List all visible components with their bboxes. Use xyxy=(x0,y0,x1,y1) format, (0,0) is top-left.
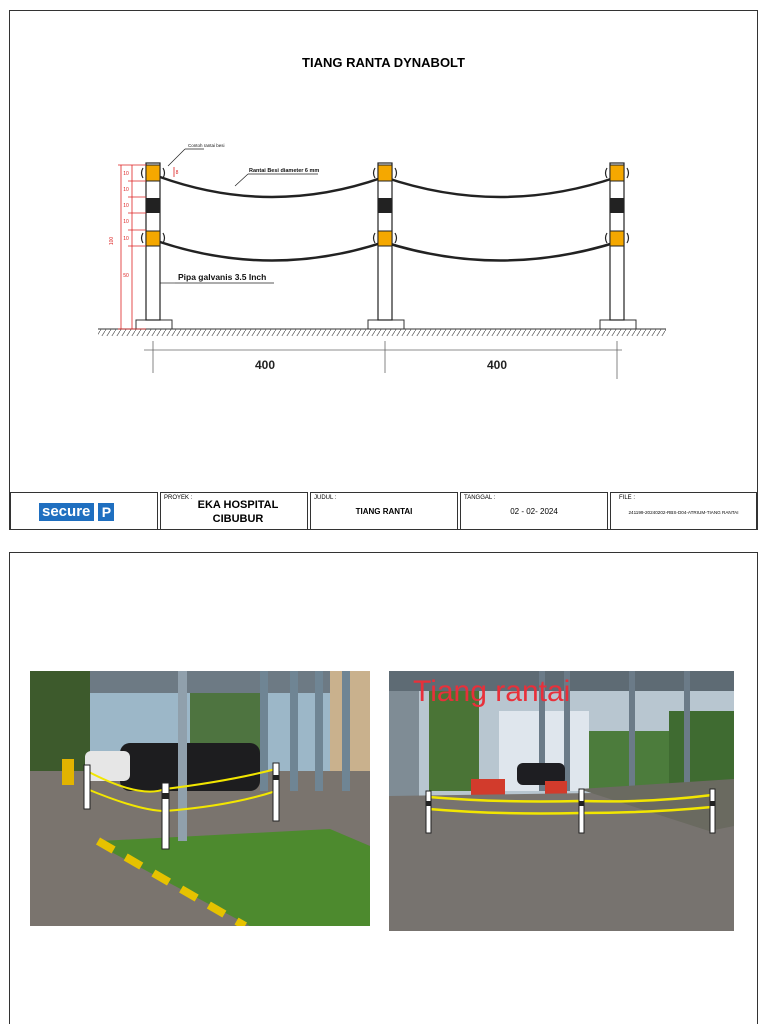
title-cell xyxy=(310,492,458,530)
photo-sheet xyxy=(9,552,758,1024)
dim-small: 8 xyxy=(175,170,179,176)
dim-total: 100 xyxy=(109,236,115,246)
dim-seg-3: 10 xyxy=(123,203,129,209)
file-value: 241199-20240202-RBS-D04-ATRIUM-TIANG RANTAI xyxy=(628,510,739,515)
file-cell xyxy=(610,492,757,530)
photo-left xyxy=(30,671,370,926)
span-1-value: 400 xyxy=(254,358,276,372)
dim-seg-2: 10 xyxy=(123,187,129,193)
project-caption: PROYEK : xyxy=(164,495,193,501)
project-cell xyxy=(160,492,308,530)
project-line-2: CIBUBUR xyxy=(212,513,264,525)
callout-chain: Rantai Besi diameter 6 mm xyxy=(249,168,320,174)
chain-lower-1 xyxy=(160,242,384,261)
date-cell xyxy=(460,492,608,530)
photo-right-scene xyxy=(389,671,734,931)
span-dimensions xyxy=(144,341,622,379)
logo-cell xyxy=(10,492,158,530)
date-value: 02 - 02- 2024 xyxy=(510,507,558,516)
chain-upper-1 xyxy=(160,177,384,197)
logo-text: secure xyxy=(39,503,94,521)
span-2-value: 400 xyxy=(486,358,508,372)
bollard-chain-drawing xyxy=(10,11,757,491)
project-line-1: EKA HOSPITAL xyxy=(197,499,279,511)
title-value: TIANG RANTAI xyxy=(355,507,413,516)
chain-lower-2 xyxy=(384,242,617,261)
drawing-title: TIANG RANTA DYNABOLT xyxy=(302,55,465,70)
dim-seg-4: 10 xyxy=(123,219,129,225)
dim-seg-1: 10 xyxy=(123,171,129,177)
logo-letter: P xyxy=(96,503,114,521)
chain-upper-2 xyxy=(384,177,617,197)
photo-left-scene xyxy=(30,671,370,926)
title-caption: JUDUL : xyxy=(314,495,337,501)
date-caption: TANGGAL : xyxy=(464,495,496,501)
dim-seg-6: 50 xyxy=(123,273,129,279)
file-caption: FILE : xyxy=(619,495,636,501)
callout-pipe: Pipa galvanis 3.5 Inch xyxy=(178,272,267,282)
photo-right-label: Tiang rantai xyxy=(413,675,571,708)
photo-right xyxy=(389,671,734,931)
dim-seg-5: 10 xyxy=(123,236,129,242)
drawing-sheet xyxy=(9,10,758,530)
callout-chain-example: Contoh rantai besi xyxy=(188,143,225,148)
securep-logo xyxy=(39,503,114,521)
ground-hatch xyxy=(98,329,666,336)
